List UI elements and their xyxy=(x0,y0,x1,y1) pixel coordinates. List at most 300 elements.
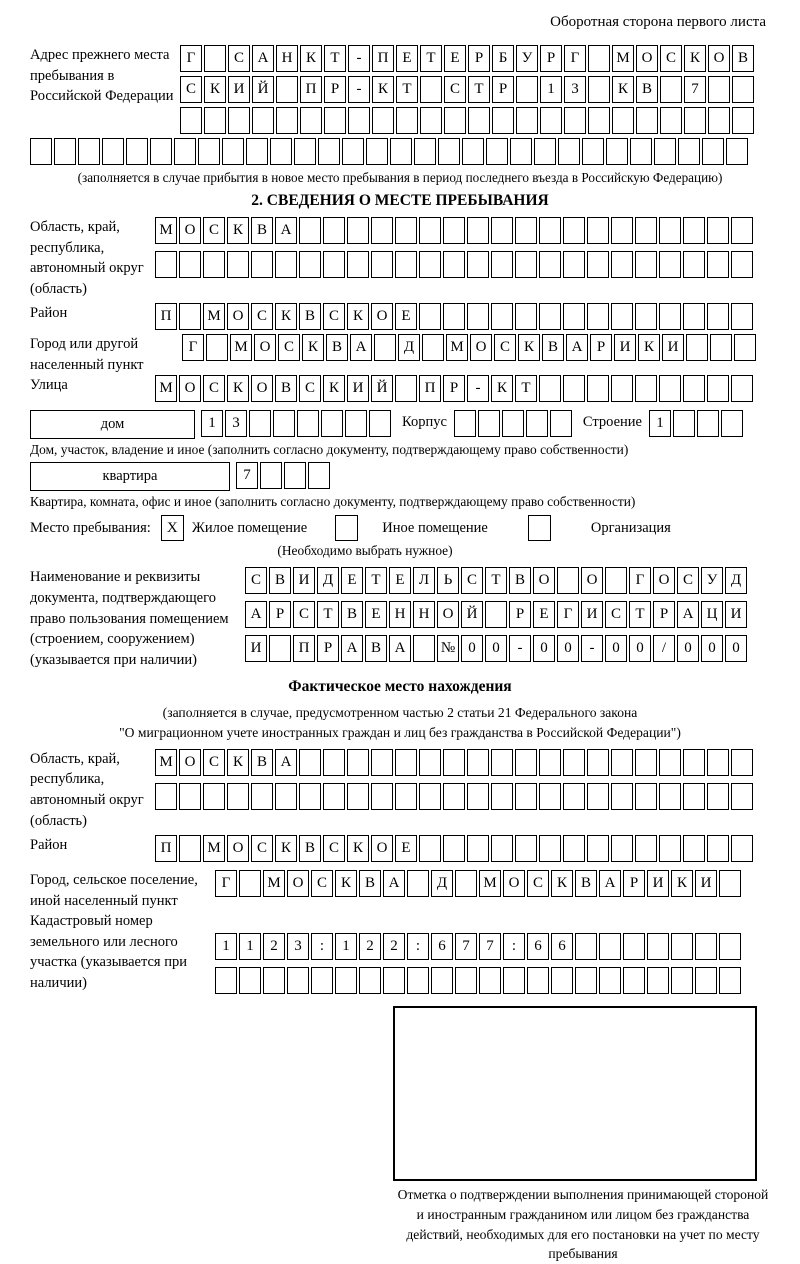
char-cell[interactable] xyxy=(708,107,730,134)
char-cell[interactable]: О xyxy=(437,601,459,628)
char-cell[interactable] xyxy=(695,967,717,994)
char-cell[interactable] xyxy=(551,967,573,994)
char-cell[interactable] xyxy=(683,749,705,776)
char-cell[interactable] xyxy=(155,251,177,278)
char-cell[interactable]: Е xyxy=(395,835,417,862)
char-cell[interactable]: И xyxy=(647,870,669,897)
char-cell[interactable] xyxy=(515,835,537,862)
char-cell[interactable] xyxy=(372,107,394,134)
char-cell[interactable]: С xyxy=(203,749,225,776)
char-cell[interactable]: 6 xyxy=(527,933,549,960)
char-cell[interactable] xyxy=(612,107,634,134)
char-cell[interactable] xyxy=(563,375,585,402)
char-cell[interactable] xyxy=(605,567,627,594)
char-cell[interactable] xyxy=(671,967,693,994)
char-cell[interactable] xyxy=(206,334,228,361)
char-cell[interactable] xyxy=(324,107,346,134)
char-cell[interactable] xyxy=(215,967,237,994)
char-cell[interactable] xyxy=(407,870,429,897)
char-cell[interactable]: 2 xyxy=(263,933,285,960)
char-cell[interactable] xyxy=(150,138,172,165)
char-cell[interactable]: К xyxy=(227,217,249,244)
char-cell[interactable] xyxy=(467,749,489,776)
char-cell[interactable]: С xyxy=(444,76,466,103)
char-cell[interactable]: Р xyxy=(443,375,465,402)
char-cell[interactable] xyxy=(323,783,345,810)
char-cell[interactable] xyxy=(659,375,681,402)
char-cell[interactable]: Л xyxy=(413,567,435,594)
char-cell[interactable]: М xyxy=(155,375,177,402)
char-cell[interactable] xyxy=(721,410,743,437)
char-cell[interactable] xyxy=(707,303,729,330)
char-cell[interactable] xyxy=(659,835,681,862)
char-cell[interactable]: П xyxy=(300,76,322,103)
char-cell[interactable] xyxy=(263,967,285,994)
char-cell[interactable]: Т xyxy=(324,45,346,72)
char-cell[interactable] xyxy=(731,251,753,278)
char-cell[interactable] xyxy=(731,303,753,330)
char-cell[interactable]: К xyxy=(227,749,249,776)
char-cell[interactable]: М xyxy=(230,334,252,361)
char-cell[interactable] xyxy=(503,967,525,994)
char-cell[interactable] xyxy=(323,749,345,776)
char-cell[interactable] xyxy=(611,303,633,330)
char-cell[interactable] xyxy=(539,749,561,776)
char-cell[interactable] xyxy=(635,251,657,278)
char-cell[interactable] xyxy=(527,967,549,994)
char-cell[interactable]: В xyxy=(341,601,363,628)
char-cell[interactable] xyxy=(444,107,466,134)
char-cell[interactable]: Т xyxy=(629,601,651,628)
char-cell[interactable] xyxy=(276,107,298,134)
char-cell[interactable] xyxy=(683,217,705,244)
char-cell[interactable]: К xyxy=(638,334,660,361)
char-cell[interactable]: М xyxy=(203,835,225,862)
char-cell[interactable]: - xyxy=(509,635,531,662)
char-cell[interactable] xyxy=(419,217,441,244)
char-cell[interactable]: С xyxy=(677,567,699,594)
char-cell[interactable] xyxy=(539,217,561,244)
char-cell[interactable] xyxy=(719,967,741,994)
char-cell[interactable] xyxy=(647,967,669,994)
char-cell[interactable] xyxy=(420,107,442,134)
char-cell[interactable]: О xyxy=(254,334,276,361)
char-cell[interactable]: М xyxy=(263,870,285,897)
char-cell[interactable] xyxy=(270,138,292,165)
char-cell[interactable]: А xyxy=(677,601,699,628)
char-cell[interactable]: Р xyxy=(653,601,675,628)
char-cell[interactable] xyxy=(462,138,484,165)
char-cell[interactable] xyxy=(228,107,250,134)
char-cell[interactable] xyxy=(654,138,676,165)
char-cell[interactable] xyxy=(443,835,465,862)
char-cell[interactable]: С xyxy=(228,45,250,72)
char-cell[interactable] xyxy=(419,783,441,810)
char-cell[interactable]: Р xyxy=(317,635,339,662)
char-cell[interactable] xyxy=(454,410,476,437)
char-cell[interactable] xyxy=(695,933,717,960)
char-cell[interactable]: 0 xyxy=(461,635,483,662)
char-cell[interactable] xyxy=(635,749,657,776)
char-cell[interactable]: 0 xyxy=(485,635,507,662)
char-cell[interactable] xyxy=(683,783,705,810)
char-cell[interactable]: 3 xyxy=(287,933,309,960)
char-cell[interactable]: И xyxy=(725,601,747,628)
char-cell[interactable]: 6 xyxy=(551,933,573,960)
char-cell[interactable] xyxy=(671,933,693,960)
char-cell[interactable] xyxy=(371,749,393,776)
char-cell[interactable] xyxy=(659,749,681,776)
char-cell[interactable] xyxy=(204,45,226,72)
char-cell[interactable] xyxy=(30,138,52,165)
char-cell[interactable]: К xyxy=(323,375,345,402)
char-cell[interactable] xyxy=(731,835,753,862)
char-cell[interactable] xyxy=(371,217,393,244)
char-cell[interactable] xyxy=(155,783,177,810)
char-cell[interactable] xyxy=(251,251,273,278)
char-cell[interactable] xyxy=(708,76,730,103)
char-cell[interactable]: 1 xyxy=(201,410,223,437)
char-cell[interactable]: И xyxy=(293,567,315,594)
char-cell[interactable] xyxy=(297,410,319,437)
char-cell[interactable]: О xyxy=(653,567,675,594)
char-cell[interactable]: П xyxy=(155,303,177,330)
char-cell[interactable] xyxy=(630,138,652,165)
char-cell[interactable]: О xyxy=(581,567,603,594)
char-cell[interactable] xyxy=(719,933,741,960)
char-cell[interactable] xyxy=(468,107,490,134)
char-cell[interactable]: Д xyxy=(317,567,339,594)
char-cell[interactable]: О xyxy=(251,375,273,402)
char-cell[interactable] xyxy=(515,251,537,278)
char-cell[interactable] xyxy=(198,138,220,165)
char-cell[interactable] xyxy=(491,303,513,330)
char-cell[interactable]: У xyxy=(701,567,723,594)
char-cell[interactable]: Р xyxy=(468,45,490,72)
char-cell[interactable] xyxy=(431,967,453,994)
char-cell[interactable]: К xyxy=(347,303,369,330)
char-cell[interactable] xyxy=(467,783,489,810)
char-cell[interactable]: У xyxy=(516,45,538,72)
char-cell[interactable]: В xyxy=(509,567,531,594)
char-cell[interactable] xyxy=(179,251,201,278)
char-cell[interactable]: М xyxy=(155,217,177,244)
char-cell[interactable]: О xyxy=(179,217,201,244)
char-cell[interactable] xyxy=(455,967,477,994)
char-cell[interactable] xyxy=(275,783,297,810)
char-cell[interactable]: 7 xyxy=(479,933,501,960)
char-cell[interactable]: О xyxy=(708,45,730,72)
char-cell[interactable]: О xyxy=(179,749,201,776)
char-cell[interactable] xyxy=(78,138,100,165)
char-cell[interactable] xyxy=(539,783,561,810)
char-cell[interactable] xyxy=(587,749,609,776)
char-cell[interactable]: К xyxy=(671,870,693,897)
char-cell[interactable]: О xyxy=(227,303,249,330)
char-cell[interactable]: Н xyxy=(389,601,411,628)
char-cell[interactable]: И xyxy=(695,870,717,897)
char-cell[interactable] xyxy=(558,138,580,165)
char-cell[interactable] xyxy=(438,138,460,165)
char-cell[interactable]: В xyxy=(575,870,597,897)
char-cell[interactable]: К xyxy=(302,334,324,361)
char-cell[interactable]: 1 xyxy=(215,933,237,960)
char-cell[interactable] xyxy=(588,45,610,72)
char-cell[interactable] xyxy=(611,835,633,862)
char-cell[interactable]: С xyxy=(251,835,273,862)
char-cell[interactable] xyxy=(599,967,621,994)
char-cell[interactable]: Т xyxy=(420,45,442,72)
char-cell[interactable] xyxy=(443,749,465,776)
char-cell[interactable] xyxy=(308,462,330,489)
char-cell[interactable] xyxy=(683,303,705,330)
char-cell[interactable]: А xyxy=(599,870,621,897)
char-cell[interactable] xyxy=(371,783,393,810)
char-cell[interactable]: 7 xyxy=(236,462,258,489)
char-cell[interactable] xyxy=(611,251,633,278)
char-cell[interactable] xyxy=(526,410,548,437)
char-cell[interactable] xyxy=(659,217,681,244)
char-cell[interactable]: Р xyxy=(623,870,645,897)
char-cell[interactable]: / xyxy=(653,635,675,662)
char-cell[interactable] xyxy=(563,749,585,776)
char-cell[interactable]: С xyxy=(180,76,202,103)
char-cell[interactable] xyxy=(284,462,306,489)
char-cell[interactable]: И xyxy=(581,601,603,628)
char-cell[interactable] xyxy=(539,303,561,330)
char-cell[interactable] xyxy=(563,835,585,862)
char-cell[interactable]: К xyxy=(684,45,706,72)
char-cell[interactable] xyxy=(659,303,681,330)
char-cell[interactable] xyxy=(539,251,561,278)
char-cell[interactable] xyxy=(443,217,465,244)
char-cell[interactable] xyxy=(366,138,388,165)
char-cell[interactable]: Г xyxy=(564,45,586,72)
char-cell[interactable] xyxy=(659,251,681,278)
char-cell[interactable] xyxy=(710,334,732,361)
char-cell[interactable] xyxy=(395,251,417,278)
char-cell[interactable]: К xyxy=(612,76,634,103)
char-cell[interactable]: 0 xyxy=(605,635,627,662)
char-cell[interactable]: 1 xyxy=(335,933,357,960)
checkbox-residential[interactable]: X xyxy=(161,515,184,541)
char-cell[interactable] xyxy=(673,410,695,437)
char-cell[interactable] xyxy=(491,217,513,244)
char-cell[interactable] xyxy=(246,138,268,165)
char-cell[interactable] xyxy=(395,217,417,244)
char-cell[interactable]: А xyxy=(566,334,588,361)
char-cell[interactable] xyxy=(287,967,309,994)
char-cell[interactable]: К xyxy=(300,45,322,72)
char-cell[interactable]: № xyxy=(437,635,459,662)
char-cell[interactable] xyxy=(515,303,537,330)
char-cell[interactable] xyxy=(582,138,604,165)
char-cell[interactable]: О xyxy=(227,835,249,862)
char-cell[interactable]: П xyxy=(155,835,177,862)
char-cell[interactable] xyxy=(335,967,357,994)
char-cell[interactable] xyxy=(479,967,501,994)
char-cell[interactable] xyxy=(540,107,562,134)
char-cell[interactable]: К xyxy=(372,76,394,103)
char-cell[interactable] xyxy=(732,76,754,103)
char-cell[interactable]: - xyxy=(467,375,489,402)
char-cell[interactable] xyxy=(299,251,321,278)
checkbox-other-premises[interactable] xyxy=(335,515,358,541)
char-cell[interactable] xyxy=(726,138,748,165)
char-cell[interactable]: П xyxy=(372,45,394,72)
char-cell[interactable]: 6 xyxy=(431,933,453,960)
char-cell[interactable]: С xyxy=(251,303,273,330)
char-cell[interactable] xyxy=(635,375,657,402)
char-cell[interactable] xyxy=(515,783,537,810)
char-cell[interactable]: 0 xyxy=(725,635,747,662)
char-cell[interactable]: С xyxy=(323,303,345,330)
char-cell[interactable] xyxy=(419,251,441,278)
char-cell[interactable]: 0 xyxy=(629,635,651,662)
char-cell[interactable] xyxy=(318,138,340,165)
char-cell[interactable]: Р xyxy=(590,334,612,361)
char-cell[interactable] xyxy=(407,967,429,994)
char-cell[interactable]: К xyxy=(491,375,513,402)
char-cell[interactable] xyxy=(515,749,537,776)
char-cell[interactable] xyxy=(347,217,369,244)
char-cell[interactable]: А xyxy=(275,217,297,244)
char-cell[interactable] xyxy=(345,410,367,437)
char-cell[interactable]: Т xyxy=(485,567,507,594)
char-cell[interactable]: А xyxy=(275,749,297,776)
char-cell[interactable]: М xyxy=(203,303,225,330)
checkbox-organization[interactable] xyxy=(528,515,551,541)
char-cell[interactable] xyxy=(550,410,572,437)
char-cell[interactable]: С xyxy=(203,217,225,244)
char-cell[interactable] xyxy=(683,835,705,862)
char-cell[interactable] xyxy=(491,835,513,862)
char-cell[interactable]: Е xyxy=(389,567,411,594)
char-cell[interactable] xyxy=(276,76,298,103)
char-cell[interactable]: М xyxy=(446,334,468,361)
char-cell[interactable] xyxy=(486,138,508,165)
char-cell[interactable] xyxy=(659,783,681,810)
char-cell[interactable]: Е xyxy=(341,567,363,594)
char-cell[interactable] xyxy=(485,601,507,628)
char-cell[interactable]: 7 xyxy=(684,76,706,103)
char-cell[interactable] xyxy=(611,217,633,244)
char-cell[interactable] xyxy=(731,217,753,244)
char-cell[interactable] xyxy=(467,217,489,244)
char-cell[interactable] xyxy=(102,138,124,165)
char-cell[interactable]: В xyxy=(299,303,321,330)
char-cell[interactable]: Т xyxy=(468,76,490,103)
char-cell[interactable] xyxy=(635,783,657,810)
char-cell[interactable]: И xyxy=(614,334,636,361)
char-cell[interactable] xyxy=(563,303,585,330)
char-cell[interactable] xyxy=(539,375,561,402)
char-cell[interactable] xyxy=(413,635,435,662)
char-cell[interactable]: Г xyxy=(215,870,237,897)
char-cell[interactable]: О xyxy=(287,870,309,897)
char-cell[interactable]: П xyxy=(293,635,315,662)
char-cell[interactable] xyxy=(575,967,597,994)
char-cell[interactable]: В xyxy=(359,870,381,897)
char-cell[interactable]: П xyxy=(419,375,441,402)
char-cell[interactable] xyxy=(683,251,705,278)
char-cell[interactable] xyxy=(491,251,513,278)
char-cell[interactable]: 3 xyxy=(225,410,247,437)
char-cell[interactable] xyxy=(323,251,345,278)
char-cell[interactable] xyxy=(478,410,500,437)
char-cell[interactable] xyxy=(260,462,282,489)
char-cell[interactable]: 1 xyxy=(540,76,562,103)
char-cell[interactable] xyxy=(702,138,724,165)
char-cell[interactable]: В xyxy=(269,567,291,594)
char-cell[interactable] xyxy=(491,749,513,776)
char-cell[interactable]: Й xyxy=(371,375,393,402)
char-cell[interactable]: Е xyxy=(444,45,466,72)
char-cell[interactable] xyxy=(347,783,369,810)
char-cell[interactable]: Е xyxy=(395,303,417,330)
char-cell[interactable] xyxy=(686,334,708,361)
char-cell[interactable] xyxy=(697,410,719,437)
char-cell[interactable] xyxy=(179,303,201,330)
char-cell[interactable] xyxy=(222,138,244,165)
char-cell[interactable] xyxy=(563,251,585,278)
char-cell[interactable]: 7 xyxy=(455,933,477,960)
char-cell[interactable] xyxy=(251,783,273,810)
char-cell[interactable] xyxy=(275,251,297,278)
char-cell[interactable]: М xyxy=(612,45,634,72)
char-cell[interactable]: К xyxy=(227,375,249,402)
char-cell[interactable] xyxy=(467,835,489,862)
char-cell[interactable] xyxy=(734,334,756,361)
char-cell[interactable]: Ц xyxy=(701,601,723,628)
char-cell[interactable]: Г xyxy=(182,334,204,361)
char-cell[interactable] xyxy=(719,870,741,897)
char-cell[interactable]: В xyxy=(251,217,273,244)
char-cell[interactable] xyxy=(684,107,706,134)
char-cell[interactable] xyxy=(126,138,148,165)
char-cell[interactable] xyxy=(678,138,700,165)
char-cell[interactable] xyxy=(180,107,202,134)
char-cell[interactable]: К xyxy=(551,870,573,897)
char-cell[interactable]: К xyxy=(347,835,369,862)
char-cell[interactable] xyxy=(204,107,226,134)
char-cell[interactable] xyxy=(635,303,657,330)
char-cell[interactable]: Д xyxy=(398,334,420,361)
char-cell[interactable]: А xyxy=(350,334,372,361)
char-cell[interactable]: 3 xyxy=(564,76,586,103)
char-cell[interactable]: М xyxy=(479,870,501,897)
char-cell[interactable] xyxy=(227,251,249,278)
char-cell[interactable] xyxy=(414,138,436,165)
char-cell[interactable] xyxy=(443,783,465,810)
char-cell[interactable] xyxy=(419,749,441,776)
char-cell[interactable]: С xyxy=(299,375,321,402)
stamp-box[interactable] xyxy=(393,1006,757,1181)
char-cell[interactable]: Б xyxy=(492,45,514,72)
char-cell[interactable] xyxy=(575,933,597,960)
char-cell[interactable]: Н xyxy=(413,601,435,628)
char-cell[interactable] xyxy=(359,967,381,994)
char-cell[interactable]: Т xyxy=(515,375,537,402)
char-cell[interactable] xyxy=(564,107,586,134)
char-cell[interactable]: 1 xyxy=(239,933,261,960)
char-cell[interactable] xyxy=(599,933,621,960)
char-cell[interactable]: К xyxy=(335,870,357,897)
char-cell[interactable] xyxy=(588,76,610,103)
char-cell[interactable]: К xyxy=(275,303,297,330)
char-cell[interactable] xyxy=(563,217,585,244)
char-cell[interactable]: С xyxy=(461,567,483,594)
